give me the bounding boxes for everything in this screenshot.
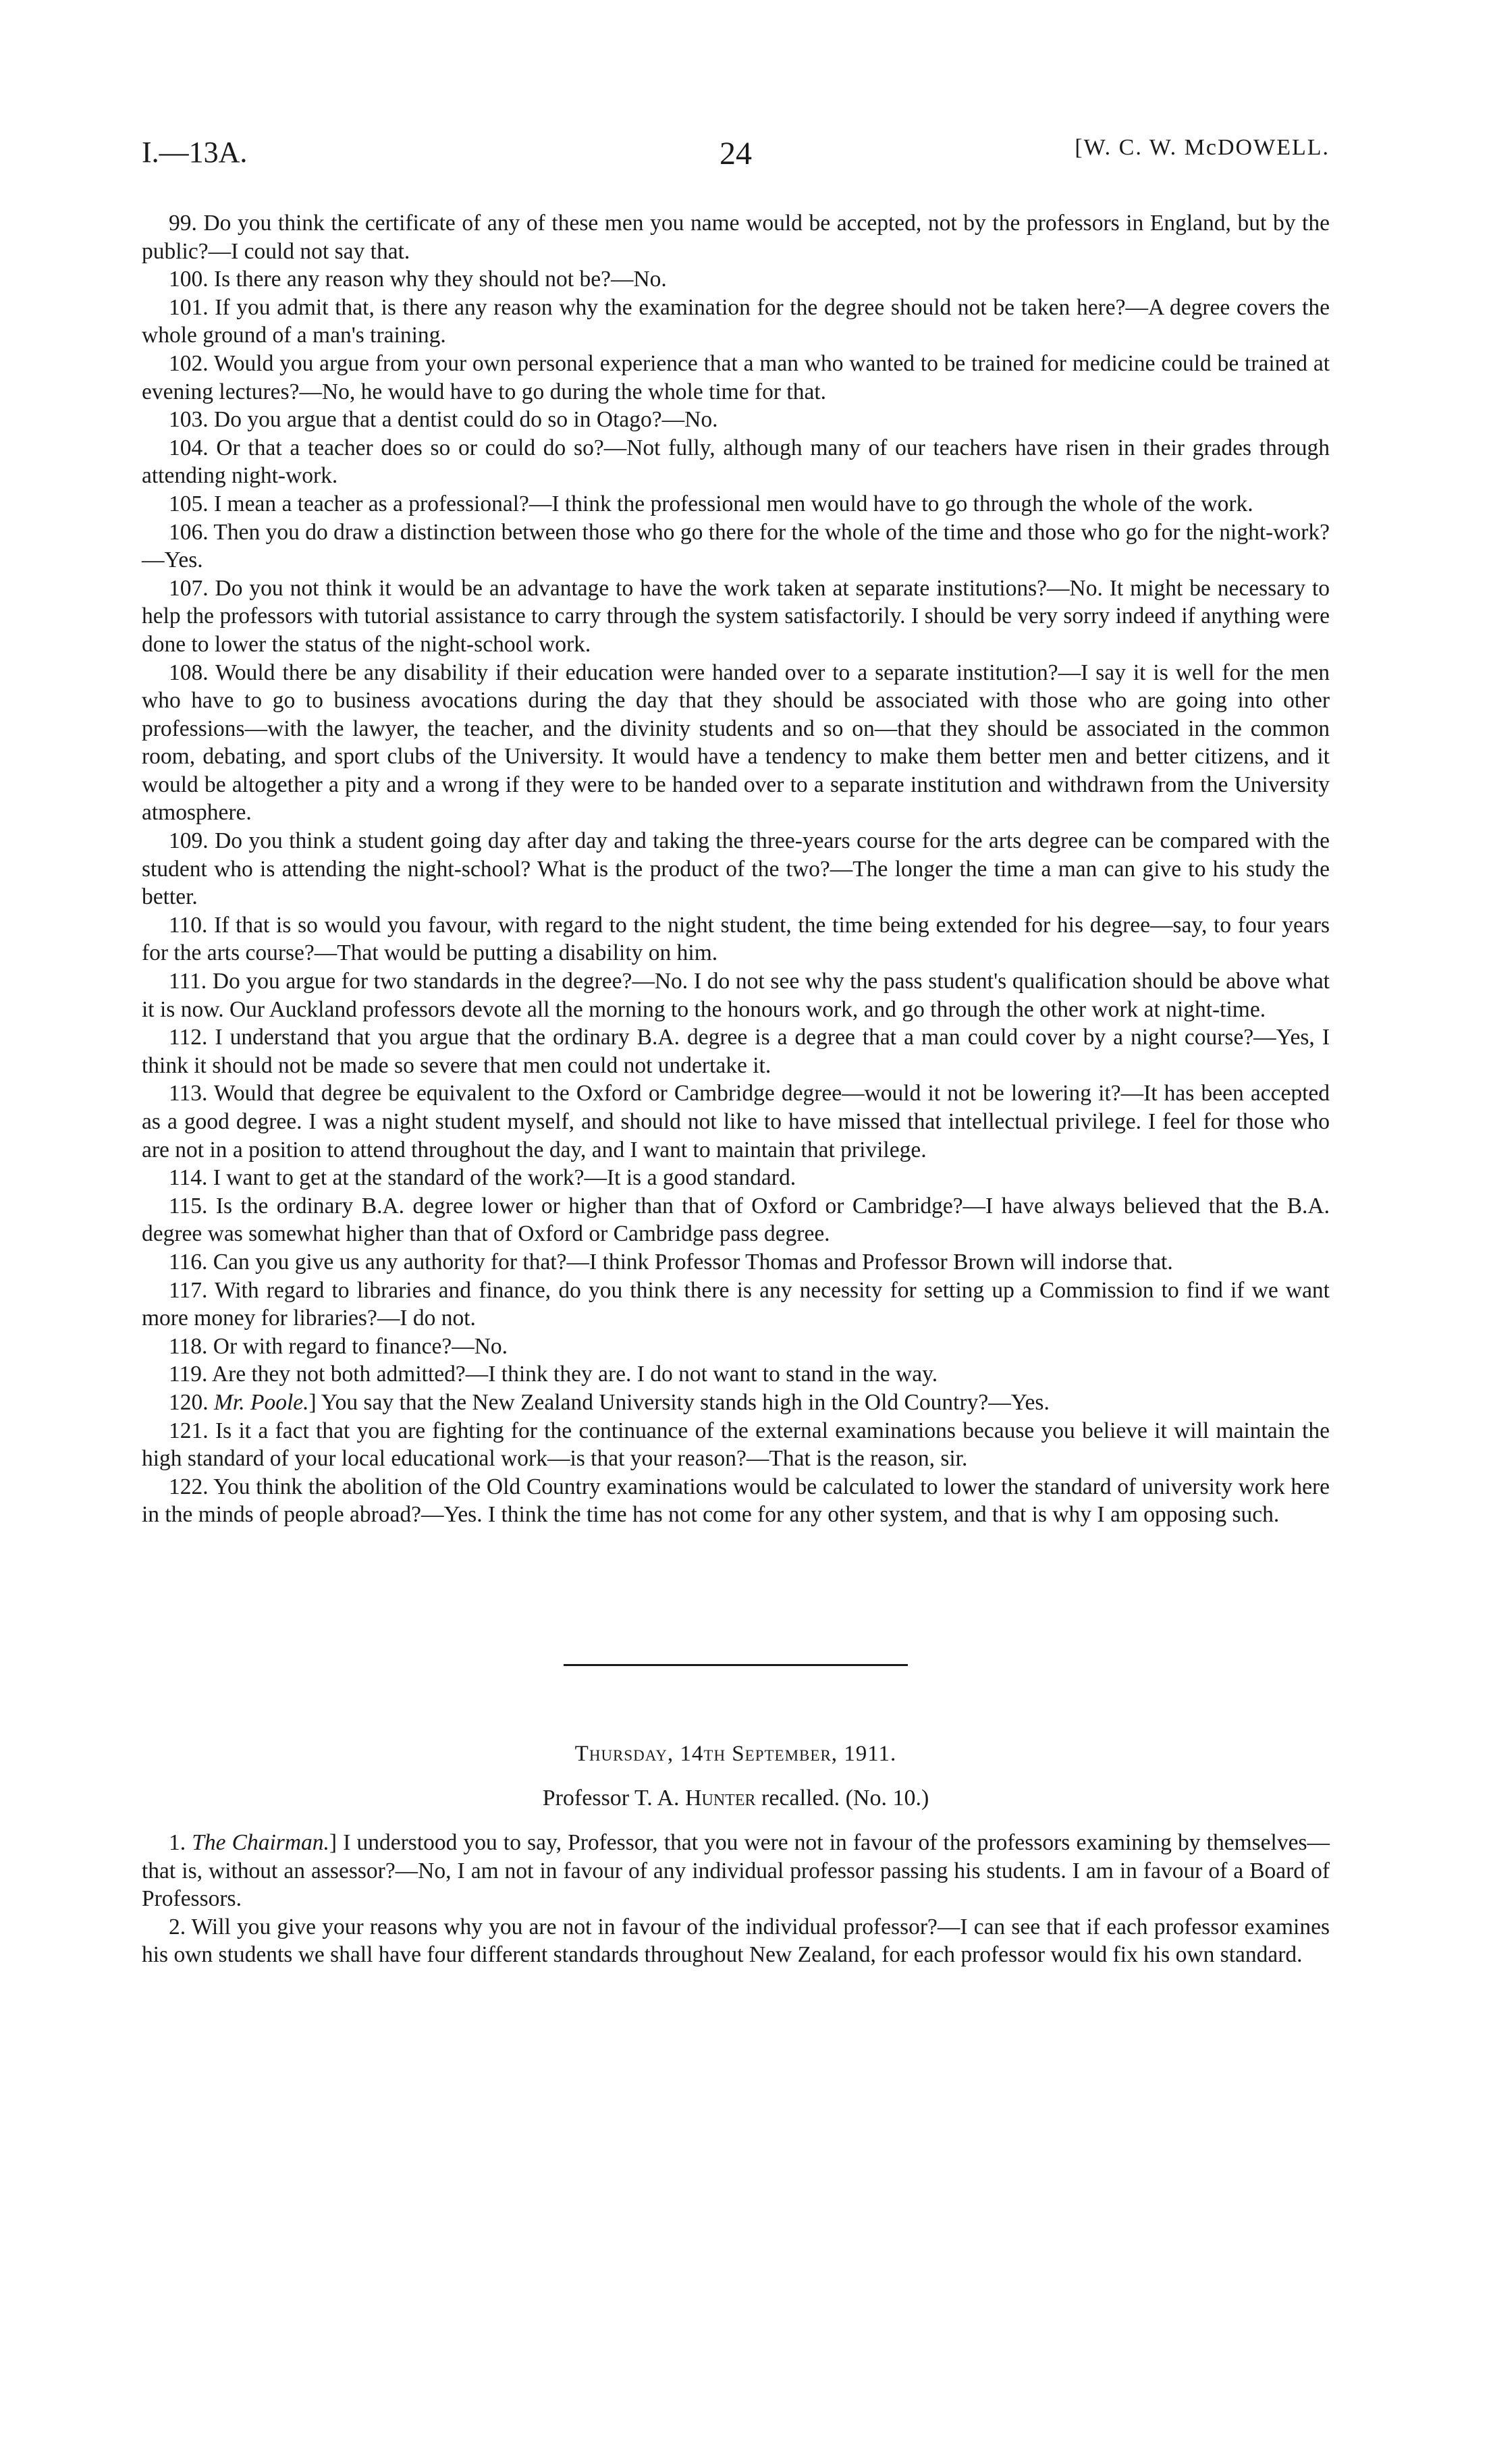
paragraph-112: 112. I understand that you argue that the ordinary B.A. degree is a degree that a man could cover by a night course?—Yes, I think it should not be made so severe that men could not undertake it. (142, 1025, 1330, 1078)
witness-suffix: recalled. (No. 10.) (755, 1785, 929, 1811)
paragraph-113: 113. Would that degree be equivalent to the Oxford or Cambridge degree—would it not be lowering it?—It has been accepted as a good degree. I was a night student myself, and should not like to have missed that intellectual privilege. I feel for those who are not in a position to attend throughout the day, and I want to maintain that privilege. (142, 1081, 1330, 1162)
paragraph-119: 119. Are they not both admitted?—I think they are. I do not want to stand in the way. (169, 1362, 938, 1387)
paragraph-109: 109. Do you think a student going day after day and taking the three-years course for the arts degree can be compared with the student who is attending the night-school? What is the product of the two?—The longer the time a man can give to his study the better. (142, 828, 1330, 910)
paragraph-110: 110. If that is so would you favour, with regard to the night student, the time being extended for his degree—say, to four years for the arts course?—That would be putting a disability on him. (142, 912, 1330, 966)
paper-reference: I.—13A. (142, 136, 248, 169)
paragraph-114: 114. I want to get at the standard of the work?—It is a good standard. (169, 1165, 796, 1191)
paragraph-106: 106. Then you do draw a distinction between those who go there for the whole of the time and those who go for the night-work?—Yes. (142, 519, 1330, 573)
hunter-paragraph-1 (142, 1829, 1330, 1913)
paragraph-104: 104. Or that a teacher does so or could do so?—Not fully, although many of our teachers have risen in their grades through attending night-work. (142, 435, 1330, 489)
paragraph-120-text: ] You say that the New Zealand University stands high in the Old Country?—Yes. (308, 1389, 1050, 1415)
paragraph-120-number: 120. (169, 1389, 209, 1415)
paragraph-122: 122. You think the abolition of the Old Country examinations would be calculated to lower the standard of university work here in the minds of people abroad?—Yes. I think the time has not come for any other system, and that is why I am opposing such. (142, 1474, 1330, 1528)
page-number: 24 (720, 136, 752, 171)
section-divider (564, 1664, 908, 1666)
paragraph-121: 121. Is it a fact that you are fighting for the continuance of the external examinations because you believe it will maintain the high standard of your local educational work—is that your reason?—That is the reason, sir. (142, 1418, 1330, 1472)
hunter-paragraph-1-text: ] I understood you to say, Professor, that you were not in favour of the professors examining by themselves—that is, without an assessor?—No, I am not in favour of any individual professor passing his students. I am in favour of a Board of Professors. (142, 1829, 1330, 1912)
session-date: Thursday, 14th September, 1911. (574, 1741, 897, 1766)
document-page (142, 135, 1330, 1969)
paragraph-103: 103. Do you argue that a dentist could do so in Otago?—No. (169, 407, 718, 433)
witness-heading (142, 1786, 1330, 1811)
evidence-text (142, 209, 1330, 1529)
paragraph-105: 105. I mean a teacher as a professional?—I think the professional men would have to go through the whole of the work. (169, 491, 1253, 516)
paragraph-102: 102. Would you argue from your own personal experience that a man who wanted to be trained for medicine could be trained at evening lectures?—No, he would have to go during the whole time for that. (142, 350, 1330, 404)
paragraph-115: 115. Is the ordinary B.A. degree lower or higher than that of Oxford or Cambridge?—I have always believed that the B.A. degree was somewhat higher than that of Oxford or Cambridge pass degree. (142, 1193, 1330, 1247)
hunter-paragraph-1-speaker: The Chairman. (192, 1829, 329, 1855)
paragraph-108: 108. Would there be any disability if their education were handed over to a separate institution?—I say it is well for the men who have to go to business avocations during the day that they should be associated with those who are going into other professions—with the lawyer, the teacher, and the divinity students and so on—that they should be associated in the common room, debating, and sport clubs of the University. It would have a tendency to make them better men and better citizens, and it would be altogether a pity and a wrong if they were to be handed over to a separate institution and withdrawn from the University atmosphere. (142, 660, 1330, 826)
paragraph-120 (142, 1389, 1330, 1417)
paragraph-100: 100. Is there any reason why they should not be?—No. (169, 267, 667, 292)
paragraph-116: 116. Can you give us any authority for that?—I think Professor Thomas and Professor Brown will indorse that. (169, 1249, 1173, 1275)
paragraph-118: 118. Or with regard to finance?—No. (169, 1333, 508, 1359)
page-header (142, 135, 1330, 182)
witness-running-head: [W. C. W. McDOWELL. (1075, 135, 1330, 160)
paragraph-117: 117. With regard to libraries and finance, do you think there is any necessity for setting up a Commission to find if we want more money for libraries?—I do not. (142, 1277, 1330, 1331)
hunter-paragraph-2: 2. Will you give your reasons why you are not in favour of the individual professor?—I can see that if each professor examines his own students we shall have four different standards throughout New Zealand, for each professor would fix his own standard. (142, 1914, 1330, 1968)
hunter-paragraph-1-number: 1. (169, 1829, 186, 1855)
witness-surname: Hunter (684, 1785, 756, 1811)
paragraph-120-speaker: Mr. Poole. (214, 1389, 309, 1415)
paragraph-111: 111. Do you argue for two standards in the degree?—No. I do not see why the pass student's qualification should be above what it is now. Our Auckland professors devote all the morning to the honours work, and go through the other work at night-time. (142, 969, 1330, 1022)
paragraph-107: 107. Do you not think it would be an advantage to have the work taken at separate institutions?—No. It might be necessary to help the professors with tutorial assistance to carry through the system satisfactorily. I should be very sorry indeed if anything were done to lower the status of the night-school work. (142, 575, 1330, 657)
hunter-evidence-text (142, 1829, 1330, 1969)
paragraph-101: 101. If you admit that, is there any reason why the examination for the degree should not be taken here?—A degree covers the whole ground of a man's training. (142, 294, 1330, 348)
witness-prefix: Professor T. A. (542, 1785, 685, 1811)
paragraph-99: 99. Do you think the certificate of any of these men you name would be accepted, not by the professors in England, but by the public?—I could not say that. (142, 211, 1330, 264)
